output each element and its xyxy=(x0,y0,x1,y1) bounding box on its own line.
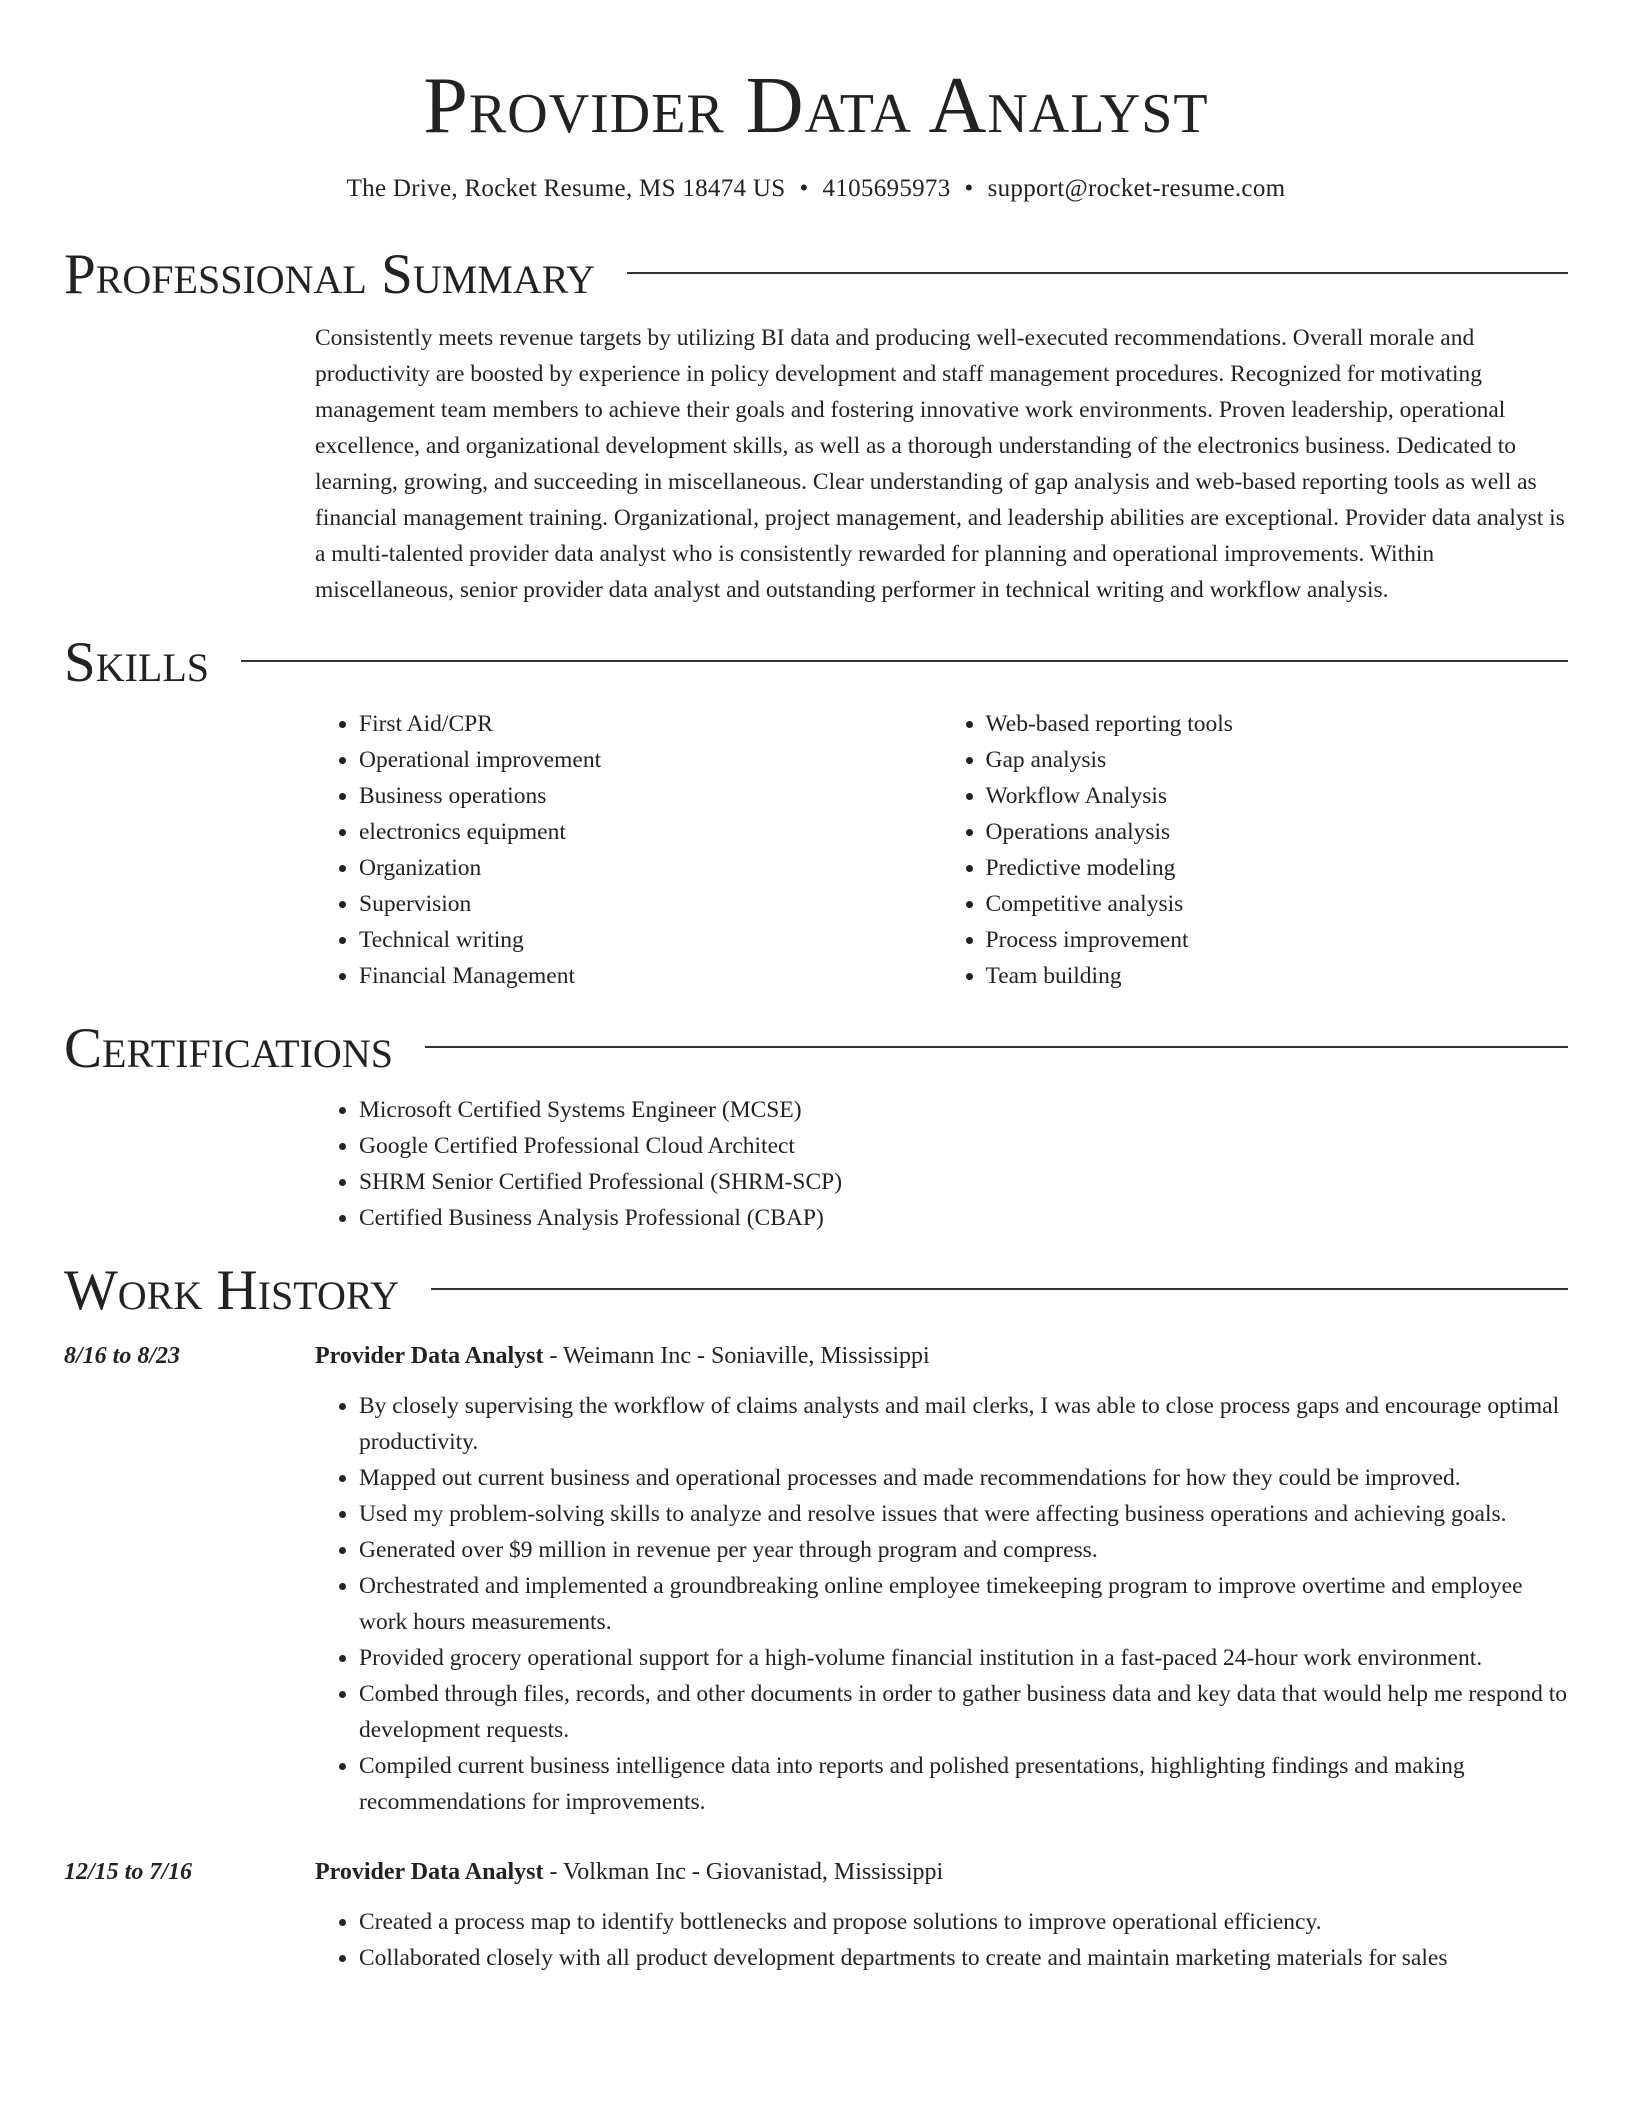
job-bullet: • Compiled current business intelligence data into reports and polished presentations, highlighting findings and making recommendations for improvements. xyxy=(359,1748,1568,1820)
job-entry xyxy=(64,1854,1568,1976)
job-bullet: • Created a process map to identify bottlenecks and propose solutions to improve operational efficiency. xyxy=(359,1904,1568,1940)
certifications-heading: Certifications xyxy=(64,1017,393,1080)
skills-heading: Skills xyxy=(64,631,210,694)
work-history-section xyxy=(64,1256,1568,1976)
skill-item: • Team building xyxy=(986,958,1569,994)
work-history-heading: Work History xyxy=(64,1259,400,1322)
certifications-heading-row xyxy=(64,1014,1568,1084)
skills-divider xyxy=(241,660,1568,662)
job-bullet: • Orchestrated and implemented a groundbreaking online employee timekeeping program to improve overtime and employee work hours measurements. xyxy=(359,1568,1568,1640)
job-bullet: • Combed through files, records, and other documents in order to gather business data and key data that would help me respond to development requests. xyxy=(359,1676,1568,1748)
certifications-section xyxy=(64,1014,1568,1236)
job-role: Provider Data Analyst xyxy=(315,1859,544,1885)
skill-item: • Business operations xyxy=(359,778,942,814)
skill-item: • Predictive modeling xyxy=(986,850,1569,886)
job-bullet: • Mapped out current business and operational processes and made recommendations for how they could be improved. xyxy=(359,1460,1568,1496)
skill-item: • Competitive analysis xyxy=(986,886,1569,922)
contact-address: The Drive, Rocket Resume, MS 18474 US xyxy=(346,175,786,202)
contact-line xyxy=(64,172,1568,206)
skill-item: • Process improvement xyxy=(986,922,1569,958)
job-title-line xyxy=(315,1854,943,1890)
contact-phone: 4105695973 xyxy=(822,175,951,202)
job-bullet-list xyxy=(315,1388,1568,1820)
job-bullet: • Provided grocery operational support for a high-volume financial institution in a fast-paced 24-hour work environment. xyxy=(359,1640,1568,1676)
resume-name: Provider Data Analyst xyxy=(423,62,1209,150)
job-bullet: • Used my problem-solving skills to analyze and resolve issues that were affecting business operations and achieving goals. xyxy=(359,1496,1568,1532)
summary-divider xyxy=(627,272,1568,274)
work-history-heading-row xyxy=(64,1256,1568,1326)
contact-separator: • xyxy=(964,175,974,202)
job-bullets xyxy=(315,1904,1568,1976)
skills-section xyxy=(64,628,1568,994)
certifications-list xyxy=(315,1092,1568,1236)
job-role: Provider Data Analyst xyxy=(315,1343,544,1369)
job-bullet: • Collaborated closely with all product development departments to create and maintain marketing materials for sales xyxy=(359,1940,1568,1976)
certifications-divider xyxy=(425,1046,1568,1048)
skills-list-right xyxy=(942,706,1569,994)
skills-grid xyxy=(315,706,1568,994)
contact-email: support@rocket-resume.com xyxy=(987,175,1286,202)
job-company-location: - Volkman Inc - Giovanistad, Mississippi xyxy=(543,1859,944,1885)
skill-item: • Supervision xyxy=(359,886,942,922)
job-dates: 8/16 to 8/23 xyxy=(64,1343,181,1369)
skill-item: • Technical writing xyxy=(359,922,942,958)
skill-item: • electronics equipment xyxy=(359,814,942,850)
skill-item: • Gap analysis xyxy=(986,742,1569,778)
summary-body xyxy=(315,320,1568,608)
work-history-divider xyxy=(431,1288,1568,1290)
skills-list-left xyxy=(315,706,942,994)
skill-item: • Web-based reporting tools xyxy=(986,706,1569,742)
contact-separator: • xyxy=(799,175,809,202)
certification-item: • SHRM Senior Certified Professional (SHRM-SCP) xyxy=(359,1164,1568,1200)
job-dates: 12/15 to 7/16 xyxy=(64,1859,193,1885)
skill-item: • Financial Management xyxy=(359,958,942,994)
summary-text: Consistently meets revenue targets by utilizing BI data and producing well-executed recommendations. Overall morale and productivity are boosted by experience in policy development and staff management procedures. Recognized for motivating management team members to achieve their goals and fostering innovative work environments. Proven leadership, operational excellence, and organizational development skills, as well as a thorough understanding of the electronics business. Dedicated to learning, growing, and succeeding in miscellaneous. Clear understanding of gap analysis and web-based reporting tools as well as financial management training. Organizational, project management, and leadership abilities are exceptional. Provider data analyst is a multi-talented provider data analyst who is consistently rewarded for planning and operational improvements. Within miscellaneous, senior provider data analyst and outstanding performer in technical writing and workflow analysis. xyxy=(315,325,1565,603)
job-bullet-list xyxy=(315,1904,1568,1976)
job-header xyxy=(64,1854,1568,1890)
skills-heading-row xyxy=(64,628,1568,698)
skill-item: • Organization xyxy=(359,850,942,886)
resume-page xyxy=(64,0,1568,1976)
skill-item: • Operations analysis xyxy=(986,814,1569,850)
job-header xyxy=(64,1338,1568,1374)
skill-item: • Operational improvement xyxy=(359,742,942,778)
job-bullets xyxy=(315,1388,1568,1820)
job-bullet: • Generated over $9 million in revenue per year through program and compress. xyxy=(359,1532,1568,1568)
certification-item: • Microsoft Certified Systems Engineer (MCSE) xyxy=(359,1092,1568,1128)
job-company-location: - Weimann Inc - Soniaville, Mississippi xyxy=(543,1343,930,1369)
summary-section xyxy=(64,240,1568,608)
job-bullet: • By closely supervising the workflow of claims analysts and mail clerks, I was able to close process gaps and encourage optimal productivity. xyxy=(359,1388,1568,1460)
certification-item: • Certified Business Analysis Professional (CBAP) xyxy=(359,1200,1568,1236)
summary-heading: Professional Summary xyxy=(64,243,596,306)
skill-item: • First Aid/CPR xyxy=(359,706,942,742)
certification-item: • Google Certified Professional Cloud Architect xyxy=(359,1128,1568,1164)
certifications-body xyxy=(315,1092,1568,1236)
job-title-line xyxy=(315,1338,930,1374)
summary-heading-row xyxy=(64,240,1568,310)
job-entry xyxy=(64,1338,1568,1820)
skill-item: • Workflow Analysis xyxy=(986,778,1569,814)
